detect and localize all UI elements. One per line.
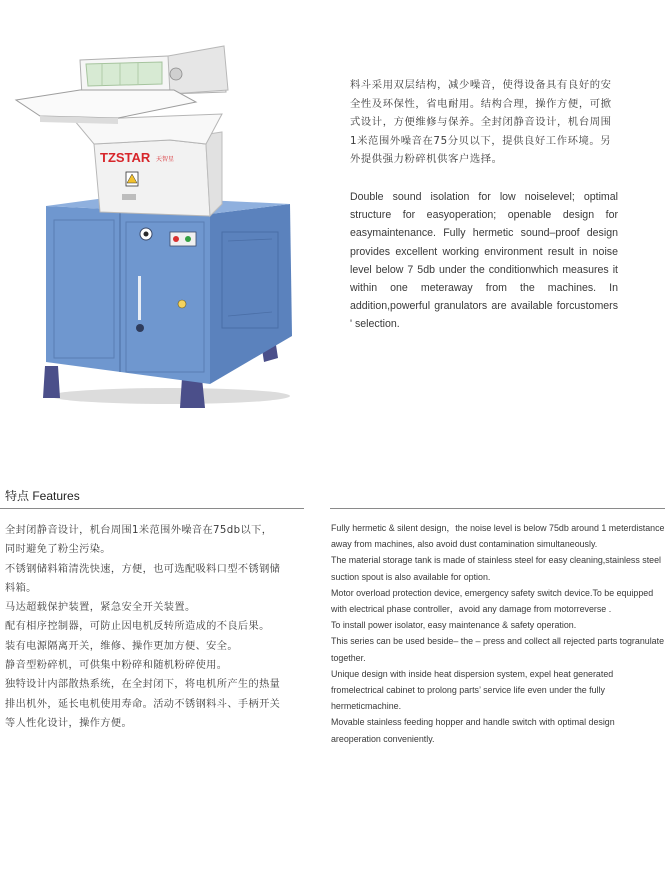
- intro-chinese-text: 料斗采用双层结构，减少噪音，使得设备具有良好的安全性及环保性，省电耐用。结构合理，操作方便，可掀式设计，方便维修与保养。全封闭静音设计，机台周围1米范围外噪音在75分贝以下，提供良好工作环境。另外提供强力粉碎机供客户选择。: [350, 79, 612, 166]
- feature-en-item: The material storage tank is made of stainless steel for easy cleaning,stainless steel suction spout is also available for option.: [331, 555, 662, 582]
- feature-cn-item: 马达超载保护装置，紧急安全开关装置。: [5, 602, 196, 614]
- brand-logo-cn-text: 天智星: [156, 156, 175, 163]
- feature-en-item: Motor overload protection device, emergency safety switch device.To be equipped with electrical phase controller，avoid any damage from motorreverse .: [331, 587, 654, 615]
- feature-cn-item: 不锈钢储料箱清洗快速，方便，也可选配吸料口型不锈钢储料箱。: [5, 563, 281, 594]
- feature-en-item: This series can be used beside– the – press and collect all rejected parts togranulate together.: [331, 636, 665, 663]
- feature-cn-item: 装有电源隔离开关，维修、操作更加方便、安全。: [5, 640, 238, 652]
- feature-en-item: Movable stainless feeding hopper and handle switch with optimal design areoperation conveniently.: [331, 717, 615, 744]
- intro-english-text: Double sound isolation for low noiselevel; optimal structure for easyoperation; openable design for easymaintenance. Fully hermetic sound–proof design provides excellent working environment result in noise level below 7 5db under the conditionwhich measures it within one meteraway from the machines. In addition,powerful granulators are available forcustomers ' selection.: [350, 191, 618, 331]
- brand-logo-text: TZSTAR: [100, 150, 151, 165]
- features-heading: 特点 Features: [5, 489, 80, 503]
- feature-en-item: Unique design with inside heat dispersion system, expel heat generated fromelectrical cabinet to prolong parts’ service life even under the fully hermeticmachine.: [331, 668, 614, 712]
- feature-cn-item: 配有相序控制器，可防止因电机反转所造成的不良后果。: [5, 621, 270, 633]
- feature-en-item: Fully hermetic & silent design，the noise level is below 75db around 1 meterdistance away from machines, also avoid dust contamination simultaneously.: [331, 523, 665, 550]
- feature-cn-item: 独特设计内部散热系统，在全封闭下，将电机所产生的热量排出机外，延长电机使用寿命。活动不锈钢料斗、手柄开关等人性化设计，操作方便。: [5, 679, 281, 729]
- feature-cn-item: 全封闭静音设计，机台周围1米范围外噪音在75db以下，同时避免了粉尘污染。: [5, 525, 273, 556]
- divider-left: [0, 508, 304, 509]
- granulator-machine-image: [10, 36, 300, 408]
- features-chinese-list: [5, 521, 281, 733]
- feature-en-item: To install power isolator, easy maintenance & safety operation.: [331, 620, 577, 631]
- features-english-list: [331, 520, 665, 747]
- feature-cn-item: 静音型粉碎机，可供集中粉碎和随机粉碎使用。: [5, 660, 228, 672]
- divider-right: [330, 508, 665, 509]
